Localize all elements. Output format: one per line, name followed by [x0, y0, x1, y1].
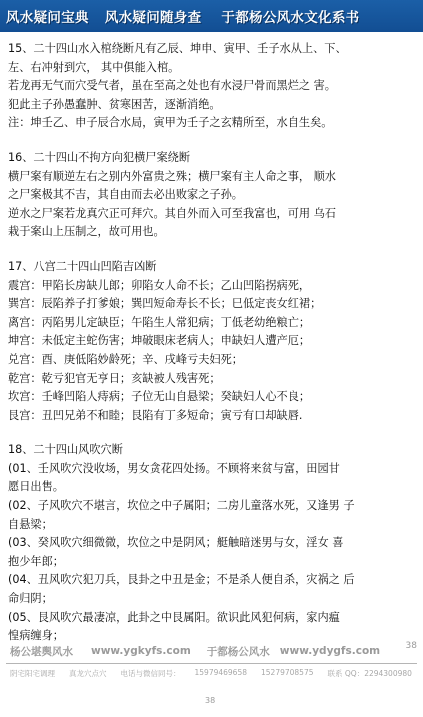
- footer-qq: 联系 QQ：2294300980: [327, 669, 412, 678]
- footer-brand-row: [0, 640, 423, 662]
- text-line: (02、子风吹穴不堪言，坎位之中子属阳；二房儿童落水死，又逢男 子: [8, 499, 355, 513]
- text-line: 若龙再无气而穴受气者，虽在至高之处也有水浸尸骨而黑烂之 害。: [8, 79, 336, 93]
- text-line: 艮宫：丑凹兄弟不和睦；艮陷有丁多短命；寅亏有口却缺唇.: [8, 408, 303, 422]
- document-body: [8, 40, 416, 662]
- text-line: (03、癸风吹穴细微微，坎位之中是阴风；艇触暗迷男与女，淫女 喜: [8, 536, 344, 550]
- text-line: 坤宫：未低定主蛇伤害；坤破眼床老病人；申缺妇人遭产厄；: [8, 334, 311, 348]
- section-17-heading: 17、八宫二十四山凹陷吉凶断: [8, 259, 157, 273]
- header-title-3: 于都杨公风水文化系书: [221, 10, 360, 26]
- page-footer: [0, 640, 423, 717]
- footer-service-1: 阴宅阳宅调理: [10, 669, 55, 678]
- text-line: 栽于案山上压制之，故可用也。: [8, 225, 165, 239]
- text-line: 愿日出售。: [8, 480, 64, 494]
- text-line: 抱少年郎；: [8, 554, 64, 568]
- footer-link-2[interactable]: www.ydygfs.com: [279, 645, 381, 657]
- text-line: (01、壬风吹穴没收场，男女贪花四处扬。不顾将来贫与富，田园甘: [8, 461, 340, 475]
- section-16-heading: 16、二十四山不拘方向犯横尸案绕断: [8, 150, 191, 164]
- section-17: [8, 258, 416, 425]
- section-15: [8, 40, 416, 133]
- footer-phone-2: 15279708575: [261, 668, 314, 677]
- footer-phone-label: 电话与微信同号：: [120, 669, 181, 678]
- text-line: 之尸案极其不吉，其自由而去必出败家之子孙。: [8, 188, 243, 202]
- text-line: (05、艮风吹穴最凄凉，此卦之中艮属阳。欲识此风犯何病，家内瘟: [8, 610, 340, 624]
- text-line: 离宫：丙陷男儿定缺臣；午陷生人常犯病；丁低老幼绝粮亡；: [8, 315, 311, 329]
- page-number-center: 38: [205, 696, 216, 705]
- text-line: 注：坤壬乙、申子辰合水局，寅甲为壬子之玄精所至，水自生矣。: [8, 116, 333, 130]
- header-title-2: 风水疑问随身查: [104, 10, 202, 26]
- footer-contact-row: [10, 668, 423, 679]
- footer-phone-1: 15979469658: [194, 668, 247, 677]
- footer-service-2: 真龙穴点穴: [69, 669, 107, 678]
- text-line: 横尸案有顺逆左右之别内外富贵之殊；横尸案有主人命之事， 顺水: [8, 169, 336, 183]
- text-line: 逆水之尸案若龙真穴正可拜穴。其自外而入可至我富也，可用 乌石: [8, 206, 336, 220]
- text-line: (04、丑风吹穴犯刀兵，艮卦之中丑是金；不是杀人便自杀，灾祸之 后: [8, 573, 355, 587]
- text-line: 自悬梁；: [8, 517, 53, 531]
- header-title-1: 风水疑问宝典: [6, 10, 89, 26]
- section-16: [8, 149, 416, 242]
- text-line: 坎宫：壬峰凹陷人痔病；子位无山自悬梁；癸缺妇人心不良；: [8, 390, 311, 404]
- page-number-right: 38: [405, 641, 417, 651]
- text-line: 命归阴；: [8, 592, 53, 606]
- text-line: 震宫：甲陷长房缺儿郎；卯陷女人命不长；乙山凹陷拐病死，: [8, 278, 311, 292]
- text-line: 左、右冲射到穴， 其中俱能入棺。: [8, 60, 180, 74]
- text-line: 乾宫：乾亏犯官无亨日；亥缺被人残害死；: [8, 371, 221, 385]
- header-banner: [0, 0, 423, 32]
- footer-brand-2: 于都杨公风水: [206, 645, 270, 658]
- section-18-heading: 18、二十四山风吹穴断: [8, 443, 123, 457]
- section-18: [8, 441, 416, 646]
- footer-divider: [6, 663, 417, 664]
- section-15-heading: 15、二十四山水入棺绕断凡有乙辰、坤申、寅甲、壬子水从上、下、: [8, 42, 347, 55]
- text-line: 巽宫：辰陷养子打爹娘；巽凹短命寿长不长；巳低定丧女红裙；: [8, 297, 322, 311]
- footer-brand-1: 杨公堪舆风水: [10, 645, 73, 658]
- text-line: 惶病缠身；: [8, 629, 64, 643]
- text-line: 兑宫：酉、庚低陷妙龄死；辛、戌峰亏夫妇死；: [8, 352, 243, 366]
- footer-link-1[interactable]: www.ygkyfs.com: [91, 645, 191, 657]
- text-line: 犯此主子孙愚蠢肿、贫寒困苦，逐渐消绝。: [8, 97, 221, 111]
